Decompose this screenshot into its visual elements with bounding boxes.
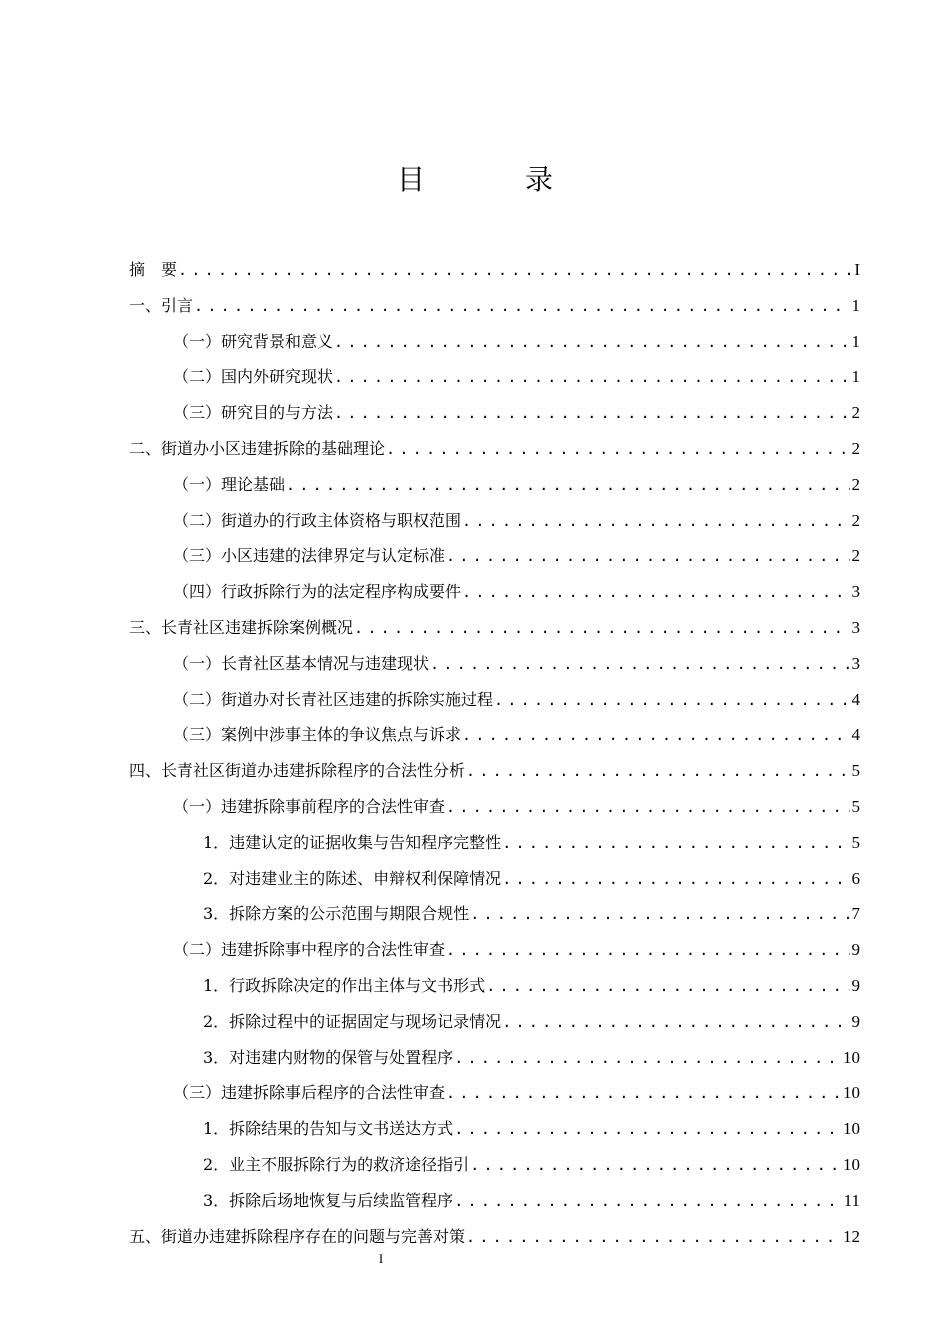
toc-leader-dots	[454, 1041, 841, 1077]
toc-leader-dots	[286, 468, 849, 504]
toc-leader-dots	[386, 432, 849, 468]
toc-entry-text: 3．拆除方案的公示范围与期限合规性	[203, 904, 470, 924]
toc-entry-subsection-4-3-3[interactable]	[129, 1183, 860, 1219]
toc-leader-dots	[354, 611, 849, 647]
toc-entry-text: 1．拆除结果的告知与文书送达方式	[203, 1119, 454, 1139]
toc-page-number: 2	[851, 546, 860, 566]
toc-entry-text: 二、街道办小区违建拆除的基础理论	[129, 438, 386, 458]
toc-entry-subsection-4-1-3[interactable]	[129, 896, 860, 932]
toc-leader-dots	[502, 1005, 849, 1041]
toc-entry-text: （三）小区违建的法律界定与认定标准	[173, 546, 446, 566]
toc-entry-subsection-4-2-3[interactable]	[129, 1040, 860, 1076]
toc-page-number: 9	[851, 1011, 860, 1031]
toc-leader-dots	[446, 1076, 841, 1112]
toc-page-number: 7	[851, 904, 860, 924]
toc-leader-dots	[446, 539, 849, 575]
page-number-footer: I	[378, 1251, 384, 1266]
toc-entry-text: 2．业主不服拆除行为的救济途径指引	[203, 1154, 470, 1174]
toc-entry-text: （三）案例中涉事主体的争议焦点与诉求	[173, 725, 462, 745]
toc-entry-text: （二）国内外研究现状	[173, 367, 334, 387]
toc-leader-dots	[454, 1112, 841, 1148]
toc-page-number: 2	[851, 474, 860, 494]
toc-leader-dots	[470, 897, 849, 933]
toc-entry-text: 摘要	[129, 260, 194, 279]
toc-entry-subsection-4-3-2[interactable]	[129, 1147, 860, 1183]
table-of-contents	[129, 252, 860, 1254]
toc-page-number: 6	[851, 868, 860, 888]
toc-page-number: 5	[851, 832, 860, 852]
toc-page-number: 5	[851, 796, 860, 816]
toc-entry-text: 三、长青社区违建拆除案例概况	[129, 617, 354, 637]
toc-leader-dots	[462, 504, 849, 540]
toc-page-number: 9	[851, 940, 860, 960]
toc-page-number: 3	[851, 617, 860, 637]
toc-entry-text: 1．违建认定的证据收集与告知程序完整性	[203, 832, 502, 852]
toc-entry-section-2-2[interactable]	[129, 503, 860, 539]
toc-page-number: 3	[851, 653, 860, 673]
toc-entry-section-2-1[interactable]	[129, 467, 860, 503]
toc-entry-subsection-4-1-1[interactable]	[129, 825, 860, 861]
toc-entry-text: （二）违建拆除事中程序的合法性审查	[173, 940, 446, 960]
toc-page-number: 1	[851, 367, 860, 387]
toc-entry-text: 3．对违建内财物的保管与处置程序	[203, 1047, 454, 1067]
toc-leader-dots	[470, 1148, 841, 1184]
toc-entry-text: 1．行政拆除决定的作出主体与文书形式	[203, 975, 486, 995]
toc-entry-chapter-3[interactable]	[129, 610, 860, 646]
toc-page-number: 11	[843, 1190, 860, 1210]
toc-entry-text: （三）研究目的与方法	[173, 403, 334, 423]
toc-page-number: 4	[851, 725, 860, 745]
toc-page-number: 5	[851, 761, 860, 781]
toc-entry-text: 一、引言	[129, 295, 194, 315]
toc-page-number: 10	[843, 1047, 860, 1067]
toc-entry-text: （一）研究背景和意义	[173, 331, 334, 351]
toc-entry-section-1-2[interactable]	[129, 359, 860, 395]
toc-leader-dots	[178, 253, 852, 289]
toc-entry-section-3-3[interactable]	[129, 717, 860, 753]
toc-page-number: 10	[843, 1154, 860, 1174]
toc-entry-subsection-4-2-1[interactable]	[129, 968, 860, 1004]
toc-entry-section-3-1[interactable]	[129, 646, 860, 682]
toc-entry-section-2-4[interactable]	[129, 574, 860, 610]
toc-entry-section-3-2[interactable]	[129, 682, 860, 718]
toc-page-number: 4	[851, 689, 860, 709]
toc-leader-dots	[430, 647, 849, 683]
toc-entry-chapter-4[interactable]	[129, 753, 860, 789]
toc-entry-chapter-5[interactable]	[129, 1219, 860, 1255]
toc-entry-text: （一）长青社区基本情况与违建现状	[173, 653, 430, 673]
toc-entry-section-4-3[interactable]	[129, 1075, 860, 1111]
toc-leader-dots	[502, 826, 849, 862]
toc-leader-dots	[454, 1184, 841, 1220]
toc-leader-dots	[466, 1220, 841, 1256]
toc-entry-subsection-4-1-2[interactable]	[129, 861, 860, 897]
toc-entry-text: （二）街道办对长青社区违建的拆除实施过程	[173, 689, 494, 709]
toc-page-number: 10	[843, 1119, 860, 1139]
toc-entry-section-4-1[interactable]	[129, 789, 860, 825]
toc-entry-text: 五、街道办违建拆除程序存在的问题与完善对策	[129, 1226, 466, 1246]
toc-entry-section-4-2[interactable]	[129, 932, 860, 968]
toc-page-number: 1	[851, 295, 860, 315]
toc-leader-dots	[462, 718, 849, 754]
toc-entry-section-1-1[interactable]	[129, 324, 860, 360]
toc-entry-text: （三）违建拆除事后程序的合法性审查	[173, 1083, 446, 1103]
toc-entry-subsection-4-3-1[interactable]	[129, 1111, 860, 1147]
toc-entry-section-1-3[interactable]	[129, 395, 860, 431]
toc-leader-dots	[486, 969, 849, 1005]
toc-entry-abstract[interactable]	[129, 252, 860, 288]
toc-leader-dots	[194, 289, 849, 325]
toc-leader-dots	[466, 754, 849, 790]
toc-entry-text: （二）街道办的行政主体资格与职权范围	[173, 510, 462, 530]
toc-leader-dots	[462, 575, 849, 611]
toc-leader-dots	[502, 862, 849, 898]
toc-page-number: 2	[851, 438, 860, 458]
toc-page-number: 3	[851, 582, 860, 602]
toc-leader-dots	[334, 325, 849, 361]
toc-leader-dots	[334, 396, 849, 432]
toc-entry-chapter-2[interactable]	[129, 431, 860, 467]
toc-page-number: 9	[851, 975, 860, 995]
toc-entry-chapter-1[interactable]	[129, 288, 860, 324]
toc-entry-text: （一）理论基础	[173, 474, 286, 494]
toc-leader-dots	[446, 790, 849, 826]
toc-page-number: I	[854, 260, 860, 279]
toc-entry-text: 3．拆除后场地恢复与后续监管程序	[203, 1190, 454, 1210]
toc-leader-dots	[446, 933, 849, 969]
toc-entry-text: 2．拆除过程中的证据固定与现场记录情况	[203, 1011, 502, 1031]
toc-entry-text: 四、长青社区街道办违建拆除程序的合法性分析	[129, 761, 466, 781]
toc-page-number: 10	[843, 1083, 860, 1103]
toc-entry-subsection-4-2-2[interactable]	[129, 1004, 860, 1040]
page-title: 目 录	[396, 163, 589, 196]
toc-page-number: 1	[851, 331, 860, 351]
toc-entry-text: （四）行政拆除行为的法定程序构成要件	[173, 582, 462, 602]
toc-page-number: 12	[843, 1226, 860, 1246]
toc-page-number: 2	[851, 510, 860, 530]
toc-entry-section-2-3[interactable]	[129, 538, 860, 574]
toc-leader-dots	[334, 360, 849, 396]
toc-entry-text: （一）违建拆除事前程序的合法性审查	[173, 796, 446, 816]
toc-page-number: 2	[851, 403, 860, 423]
toc-entry-text: 2．对违建业主的陈述、申辩权利保障情况	[203, 868, 502, 888]
toc-leader-dots	[494, 683, 849, 719]
